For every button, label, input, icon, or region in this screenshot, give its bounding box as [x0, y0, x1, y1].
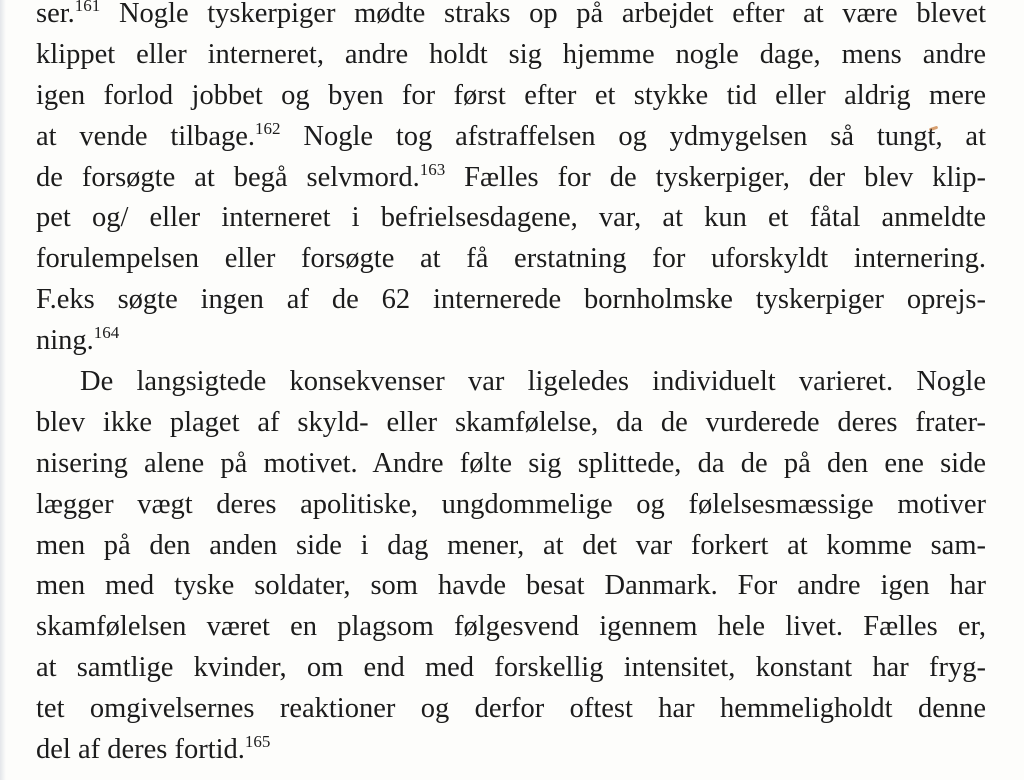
line-text: ning. [36, 325, 94, 357]
line-text: pet og/ eller interneret i befrielsesdagene, var, at kun et fåtal anmeldte [36, 202, 986, 234]
line-text: de forsøgte at begå selvmord. [36, 161, 420, 193]
text-line [36, 239, 986, 280]
text-line [36, 403, 986, 444]
text-line [36, 526, 986, 567]
text-line [36, 730, 986, 771]
line-text: men på den anden side i dag mener, at det var forkert at komme sam- [36, 529, 986, 561]
text-line [36, 117, 986, 158]
line-text: forulempelsen eller forsøgte at få erstatning for uforskyldt internering. [36, 243, 986, 275]
text-line [36, 280, 986, 321]
line-text: tet omgivelsernes reaktioner og derfor oftest har hemmeligholdt denne [36, 693, 986, 725]
text-line [36, 0, 986, 35]
text-line [36, 648, 986, 689]
text-line [36, 362, 986, 403]
line-text: nisering alene på motivet. Andre følte sig splittede, da de på den ene side [36, 447, 986, 479]
line-text: men med tyske soldater, som havde besat Danmark. For andre igen har [36, 570, 986, 602]
line-text: at samtlige kvinder, om end med forskellig intensitet, konstant har fryg- [36, 652, 986, 684]
line-text: Nogle tog afstraffelsen og ydmygelsen så tungt, at [280, 120, 986, 152]
line-text: klippet eller interneret, andre holdt sig hjemme nogle dage, mens andre [36, 38, 986, 70]
footnote-marker: 163 [419, 159, 446, 179]
line-text: blev ikke plaget af skyld- eller skamfølelse, da de vurderede deres frater- [36, 406, 986, 438]
line-text: del af deres fortid. [36, 734, 245, 766]
line-text: lægger vægt deres apolitiske, ungdommelige og følelsesmæssige motiver [36, 488, 986, 520]
footnote-marker: 161 [74, 0, 101, 15]
text-line [36, 76, 986, 117]
line-text: F.eks søgte ingen af de 62 internerede bornholmske tyskerpiger oprejs- [36, 284, 986, 316]
page-edge-shadow [0, 0, 6, 780]
line-text: Nogle tyskerpiger mødte straks op på arbejdet efter at være blevet [100, 0, 986, 29]
line-text: skamfølelsen været en plagsom følgesvend igennem hele livet. Fælles er, [36, 611, 986, 643]
text-line [36, 444, 986, 485]
text-line [36, 689, 986, 730]
line-text: Fælles for de tyskerpiger, der blev klip- [445, 161, 986, 193]
text-line [36, 607, 986, 648]
text-line [36, 35, 986, 76]
footnote-marker: 165 [244, 732, 271, 752]
line-text: at vende tilbage. [36, 120, 256, 152]
footnote-marker: 164 [93, 323, 120, 343]
body-text [36, 0, 986, 771]
text-line [36, 158, 986, 199]
text-line [36, 566, 986, 607]
line-text: igen forlod jobbet og byen for først efter et stykke tid eller aldrig mere [36, 79, 986, 111]
text-line [36, 321, 986, 362]
text-line [36, 198, 986, 239]
line-text: ser. [36, 0, 75, 29]
text-line [36, 485, 986, 526]
footnote-marker: 162 [255, 118, 281, 138]
line-text: De langsigtede konsekvenser var ligeledes individuelt varieret. Nogle [80, 366, 986, 398]
